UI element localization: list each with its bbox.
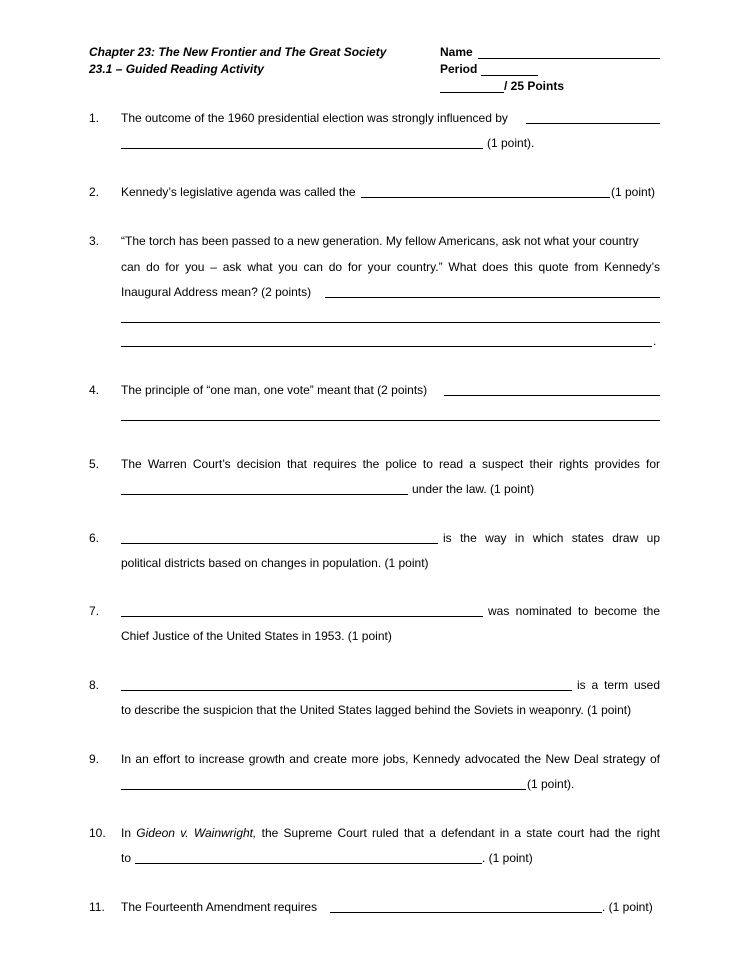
question-text: . [653, 334, 657, 348]
question-text: to [121, 851, 132, 865]
name-field[interactable] [478, 58, 660, 59]
section-title: 23.1 – Guided Reading Activity [89, 62, 264, 76]
question-text: In Gideon v. Wainwright, the Supreme Court ruled that a defendant in a state court had the right [121, 826, 660, 840]
answer-blank[interactable] [121, 148, 483, 149]
question-text: . (1 point) [602, 900, 653, 914]
answer-blank[interactable] [526, 123, 660, 124]
question-text: Chief Justice of the United States in 1953. (1 point) [121, 629, 392, 643]
question-text: “The torch has been passed to a new generation. My fellow Americans, ask not what your country [121, 234, 639, 248]
question-text: The principle of “one man, one vote” meant that (2 points) [121, 383, 428, 397]
question-text: is the way in which states draw up [443, 531, 660, 545]
case-name: Gideon v. Wainwright, [136, 826, 257, 840]
question-number: 8. [89, 678, 100, 692]
question-number: 1. [89, 111, 100, 125]
answer-blank[interactable] [444, 395, 660, 396]
question-number: 4. [89, 383, 100, 397]
question-number: 2. [89, 185, 100, 199]
period-label: Period [440, 62, 478, 76]
period-field[interactable] [481, 75, 538, 76]
question-text: political districts based on changes in population. (1 point) [121, 556, 429, 570]
answer-blank[interactable] [330, 912, 602, 913]
question-text: (1 point). [527, 777, 575, 791]
question-text: is a term used [577, 678, 660, 692]
answer-blank[interactable] [121, 616, 483, 617]
question-number: 5. [89, 457, 100, 471]
question-number: 9. [89, 752, 100, 766]
answer-blank[interactable] [121, 494, 408, 495]
question-text: The Warren Court’s decision that requires the police to read a suspect their rights provides for [121, 457, 660, 471]
answer-blank[interactable] [121, 789, 526, 790]
question-text: Kennedy’s legislative agenda was called the [121, 185, 356, 199]
question-number: 7. [89, 604, 100, 618]
chapter-title: Chapter 23: The New Frontier and The Great Society [89, 45, 387, 59]
question-text: . (1 point) [482, 851, 533, 865]
question-text: The outcome of the 1960 presidential election was strongly influenced by [121, 111, 508, 125]
question-text: (1 point) [611, 185, 656, 199]
points-label: / 25 Points [504, 79, 565, 93]
answer-blank[interactable] [121, 690, 572, 691]
question-text: under the law. (1 point) [412, 482, 535, 496]
score-field[interactable] [440, 92, 504, 93]
question-text: The Fourteenth Amendment requires [121, 900, 318, 914]
question-text: In an effort to increase growth and create more jobs, Kennedy advocated the New Deal strategy of [121, 752, 660, 766]
answer-blank[interactable] [121, 322, 660, 323]
question-number: 11. [89, 900, 105, 914]
question-text: to describe the suspicion that the United States lagged behind the Soviets in weaponry. (1 point) [121, 703, 632, 717]
name-label: Name [440, 45, 473, 59]
answer-blank[interactable] [121, 543, 438, 544]
answer-blank[interactable] [325, 297, 660, 298]
answer-blank[interactable] [121, 346, 652, 347]
answer-blank[interactable] [121, 420, 660, 421]
question-text: (1 point). [487, 136, 535, 150]
answer-blank[interactable] [135, 863, 482, 864]
question-number: 10. [89, 826, 106, 840]
question-text: was nominated to become the [488, 604, 660, 618]
question-text: can do for you – ask what you can do for your country.” What does this quote from Kennedy’s [121, 260, 660, 274]
question-number: 6. [89, 531, 100, 545]
answer-blank[interactable] [361, 197, 610, 198]
question-number: 3. [89, 234, 100, 248]
question-text: Inaugural Address mean? (2 points) [121, 285, 312, 299]
